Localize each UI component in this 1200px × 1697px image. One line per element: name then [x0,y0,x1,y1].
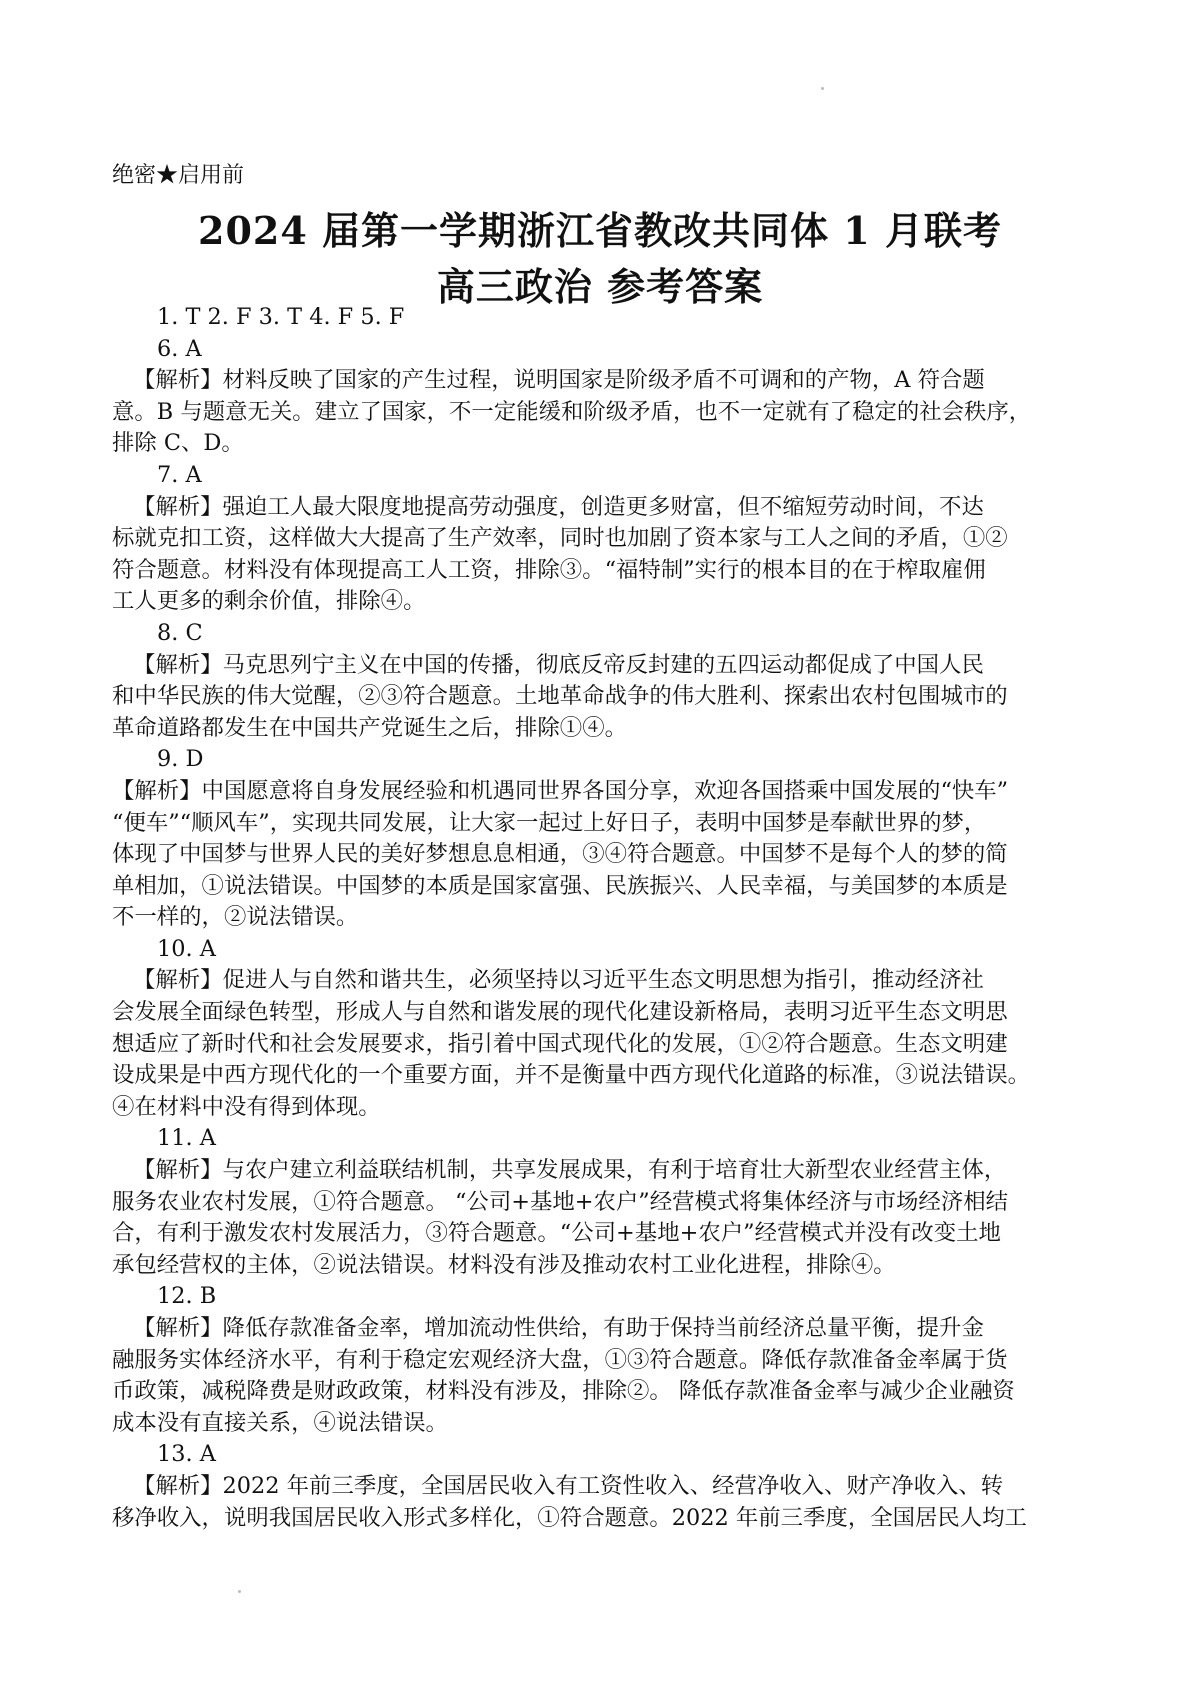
question-number-line: 1. T 2. F 3. T 4. F 5. F [157,304,405,330]
explanation-line: 体现了中国梦与世界人民的美好梦想息息相通，③④符合题意。中国梦不是每个人的梦的简 [112,841,1008,868]
explanation-line: 【解析】与农户建立利益联结机制，共享发展成果，有利于培育壮大新型农业经营主体， [133,1157,1007,1184]
explanation-line: 【解析】促进人与自然和谐共生，必须坚持以习近平生态文明思想为指引，推动经济社 [133,967,984,994]
explanation-line: 想适应了新时代和社会发展要求，指引着中国式现代化的发展，①②符合题意。生态文明建 [112,1030,1008,1057]
explanation-line: 意。B 与题意无关。建立了国家，不一定能缓和阶级矛盾，也不一定就有了稳定的社会秩序， [112,398,1032,425]
exam-title: 2024 届第一学期浙江省教改共同体 1 月联考 [198,208,1002,253]
explanation-line: ④在材料中没有得到体现。 [112,1093,381,1120]
explanation-line: 排除 C、D。 [112,430,244,457]
explanation-line: 合，有利于激发农村发展活力，③符合题意。“公司+基地+农户”经营模式并没有改变土地 [112,1220,1001,1247]
explanation-line: 【解析】2022 年前三季度，全国居民收入有工资性收入、经营净收入、财产净收入、转 [133,1472,1004,1499]
explanation-line: 设成果是中西方现代化的一个重要方面，并不是衡量中西方现代化道路的标准，③说法错误。 [112,1062,1031,1089]
scan-speck [821,87,824,90]
explanation-line: 【解析】降低存款准备金率，增加流动性供给，有助于保持当前经济总量平衡，提升金 [133,1315,984,1341]
explanation-line: 【解析】中国愿意将自身发展经验和机遇同世界各国分享，欢迎各国搭乘中国发展的“快车” [112,777,1009,804]
explanation-line: 【解析】强迫工人最大限度地提高劳动强度，创造更多财富，但不缩短劳动时间，不达 [133,493,984,520]
explanation-line: 和中华民族的伟大觉醒，②③符合题意。土地革命战争的伟大胜利、探索出农村包围城市的 [112,683,1008,710]
scan-speck [238,1590,241,1593]
explanation-line: 单相加，①说法错误。中国梦的本质是国家富强、民族振兴、人民幸福，与美国梦的本质是 [112,872,1008,899]
explanation-line: 革命道路都发生在中国共产党诞生之后，排除①④。 [112,714,627,741]
explanation-line: 不一样的，②说法错误。 [112,904,359,931]
explanation-line: 移净收入，说明我国居民收入形式多样化，①符合题意。2022 年前三季度，全国居民人均工 [112,1504,1027,1531]
explanation-line: 【解析】材料反映了国家的产生过程，说明国家是阶级矛盾不可调和的产物，A 符合题 [133,367,985,394]
question-number-line: 9. D [157,746,204,773]
explanation-line: 符合题意。材料没有体现提高工人工资，排除③。“福特制”实行的根本目的在于榨取雇佣 [112,556,986,583]
explanation-line: 融服务实体经济水平，有利于稳定宏观经济大盘，①③符合题意。降低存款准备金率属于货 [112,1346,1008,1373]
question-number-line: 11. A [157,1125,216,1152]
explanation-line: 成本没有直接关系，④说法错误。 [112,1409,448,1436]
explanation-line: 【解析】马克思列宁主义在中国的传播，彻底反帝反封建的五四运动都促成了中国人民 [133,651,984,678]
explanation-line: 承包经营权的主体，②说法错误。材料没有涉及推动农村工业化进程，排除④。 [112,1251,896,1278]
answer-body [112,302,1098,1534]
answer-key-title: 高三政治 参考答案 [436,264,764,309]
question-number-line: 12. B [157,1283,217,1310]
question-number-line: 7. A [157,461,202,488]
question-number-line: 10. A [157,935,216,962]
explanation-line: 标就克扣工资，这样做大大提高了生产效率，同时也加剧了资本家与工人之间的矛盾，①② [112,525,1008,552]
question-number-line: 8. C [157,619,203,646]
explanation-line: 币政策，减税降费是财政政策，材料没有涉及，排除②。 降低存款准备金率与减少企业融资 [112,1378,1015,1405]
explanation-line: 会发展全面绿色转型，形成人与自然和谐发展的现代化建设新格局，表明习近平生态文明思 [112,999,1008,1026]
question-number-line: 13. A [157,1441,216,1468]
question-number-line: 6. A [157,335,202,362]
explanation-line: 服务农业农村发展，①符合题意。 “公司+基地+农户”经营模式将集体经济与市场经济相结 [112,1188,1008,1215]
confidential-label: 绝密★启用前 [112,163,245,188]
explanation-line: “便车”“顺风车”，实现共同发展，让大家一起过上好日子，表明中国梦是奉献世界的梦， [112,809,987,836]
explanation-line: 工人更多的剩余价值，排除④。 [112,588,426,615]
